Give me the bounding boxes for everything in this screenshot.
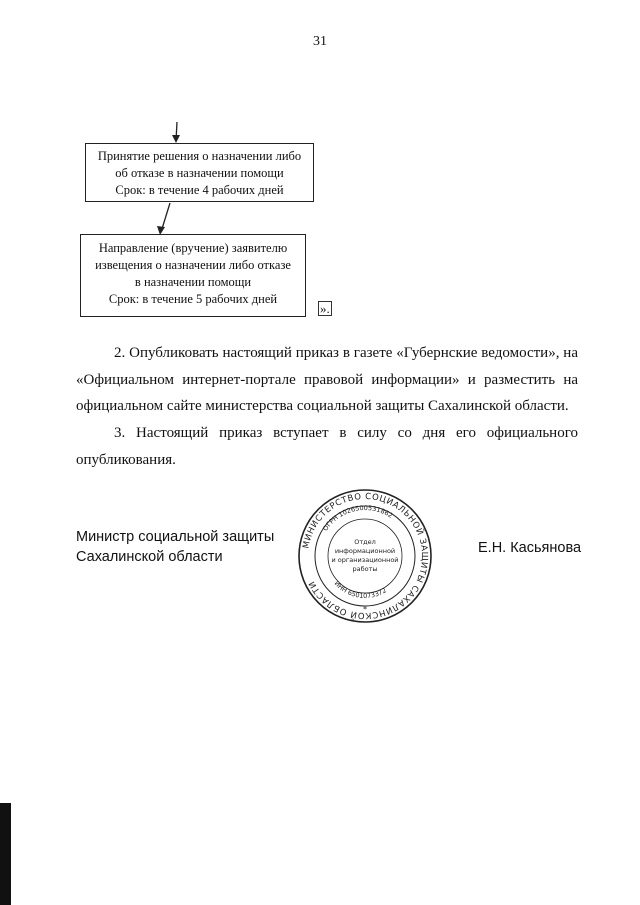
box-line: об отказе в назначении помощи: [115, 166, 284, 180]
box-line: в назначении помощи: [134, 275, 252, 289]
svg-text:ИНН 6501073372: [333, 579, 388, 600]
flow-arrow-middle: [152, 202, 176, 236]
box-line: извещения о назначении либо отказе: [95, 258, 291, 272]
box-line: Срок: в течение 4 рабочих дней: [115, 183, 284, 197]
seal-center-line: и организационной: [331, 556, 399, 564]
signer-title-line: Министр социальной защиты: [76, 529, 275, 545]
paragraph-publish: [76, 340, 578, 420]
seal-inn: ИНН 6501073372: [332, 579, 388, 601]
box-line: Срок: в течение 5 рабочих дней: [108, 292, 278, 306]
flowchart-box-decision: [85, 143, 314, 202]
flowchart-box-notification: [80, 234, 306, 317]
scan-edge-mark: [0, 803, 11, 905]
paragraph-effective: [76, 420, 578, 473]
page-number: 31: [313, 34, 327, 49]
paragraph-text: 3. Настоящий приказ вступает в силу со дня его официального опубликования.: [76, 425, 578, 468]
seal-outer-text: МИНИСТЕРСТВО СОЦИАЛЬНОЙ ЗАЩИТЫ САХАЛИНСКОЙ ОБЛАСТИ: [301, 491, 430, 621]
seal-ogrn: ОГРН 1026500531862: [321, 503, 395, 533]
seal-center-line: работы: [352, 565, 378, 573]
signer-title-line: Сахалинской области: [76, 549, 223, 565]
box-line: Направление (вручение) заявителю: [98, 241, 288, 255]
seal-center-line: информационной: [334, 547, 396, 555]
box-line: Принятие решения о назначении либо: [97, 149, 302, 163]
closing-quote-mark: ».: [320, 301, 330, 316]
signer-name: Е.Н. Касьянова: [478, 540, 582, 556]
seal-star: *: [363, 605, 367, 614]
official-seal: [295, 486, 435, 626]
paragraph-text: 2. Опубликовать настоящий приказ в газете «Губернские ведомости», на «Официальном интернет-портале правовой информации» и разместить на официальном сайте министерства социальной защиты Сахалинской области.: [76, 345, 578, 414]
flow-arrow-top: [168, 120, 188, 144]
seal-center-line: Отдел: [354, 538, 376, 546]
signer-title: [76, 527, 274, 567]
